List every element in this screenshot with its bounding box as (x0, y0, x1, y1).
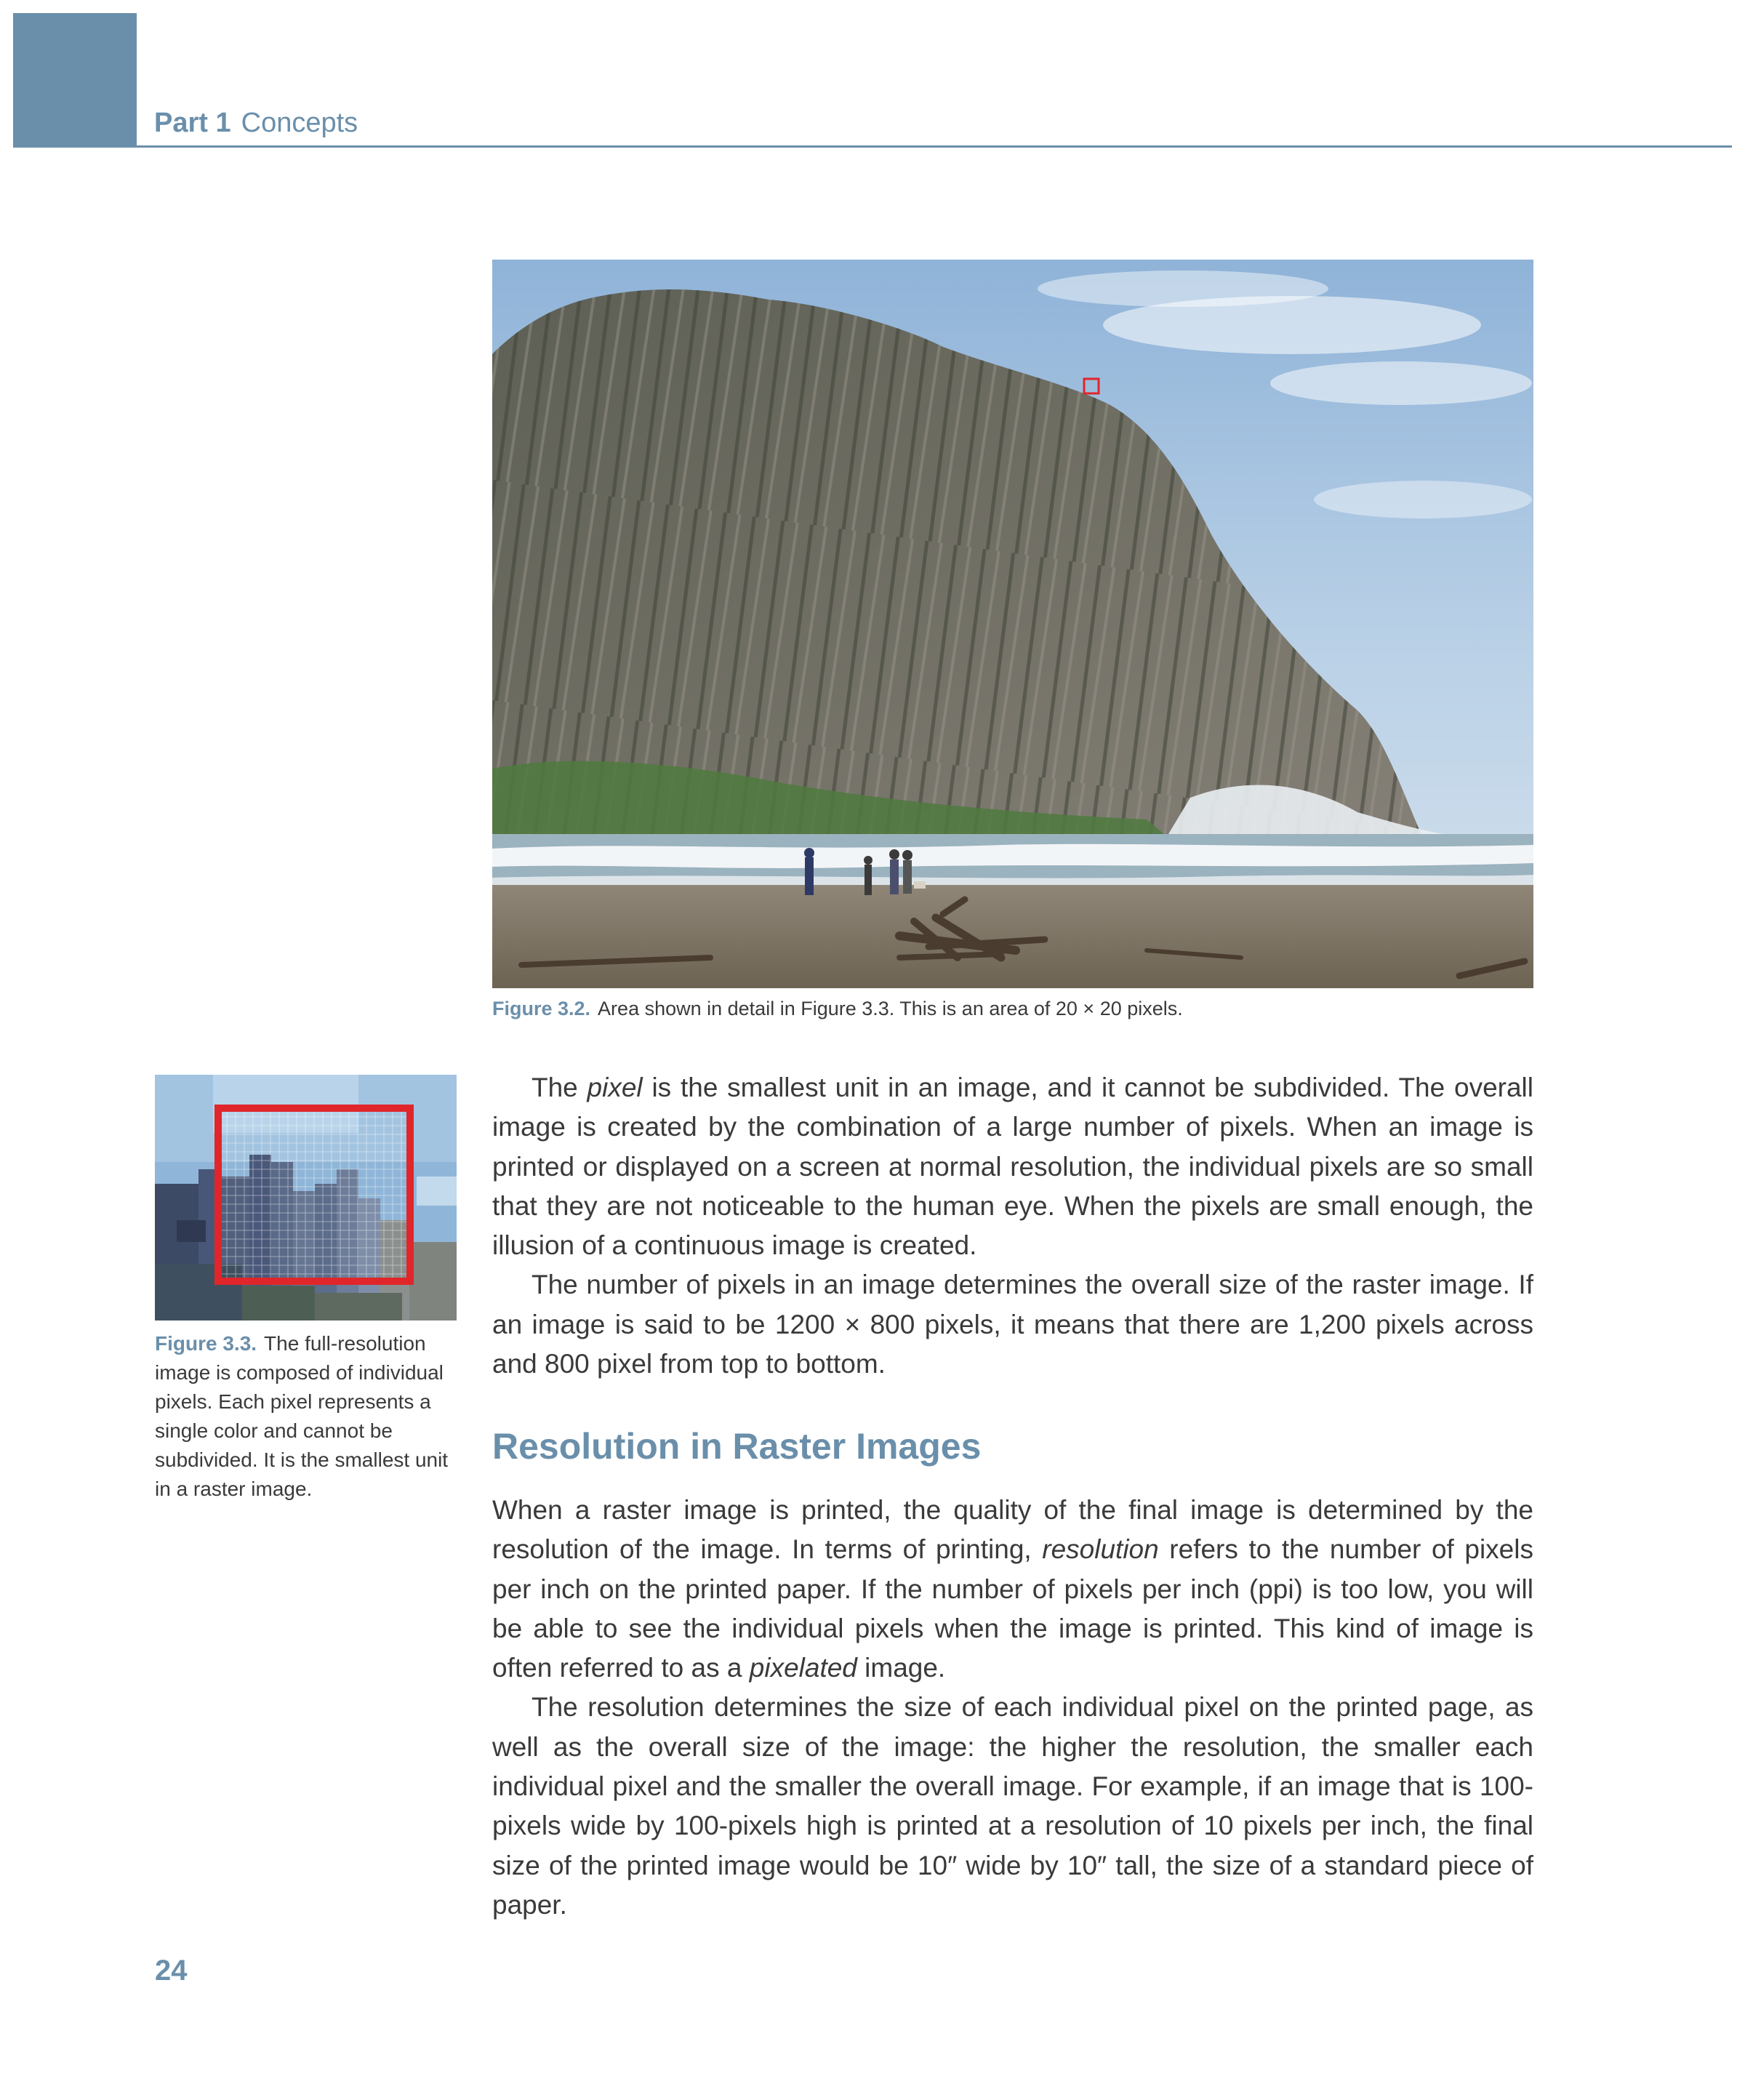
header-rule (13, 145, 1732, 148)
term-pixel: pixel (587, 1073, 643, 1102)
paragraph-pixel-definition (492, 1068, 1533, 1265)
running-head-section: Concepts (241, 108, 358, 138)
running-head (154, 109, 358, 137)
figure-3-2-caption-text: Area shown in detail in Figure 3.3. This is an area of 20 × 20 pixels. (598, 998, 1183, 1019)
running-head-part: Part 1 (154, 108, 231, 138)
figure-3-3-label: Figure 3.3. (155, 1332, 257, 1355)
figure-3-2-caption (492, 998, 1183, 1020)
figure-3-3-caption-text: The full-resolution image is composed of individual pixels. Each pixel represents a single color and cannot be subdivided. It is the smallest unit in a raster image. (155, 1332, 449, 1500)
intro-text (492, 1068, 1533, 1384)
term-resolution: resolution (1042, 1534, 1159, 1565)
p1-text-b: is the smallest unit in an image, and it cannot be subdivided. The overall image is created by the combination of a large number of pixels. When an image is printed or displayed on a screen at normal resolution, the individual pixels are so small that they are not noticeable to the human eye. When the pixels are small enough, the illusion of a continuous image is created. (492, 1073, 1533, 1261)
paragraph-resolution (492, 1491, 1533, 1688)
figure-3-3-pixel-image (155, 1075, 457, 1320)
paragraph-resolution-size: The resolution determines the size of each individual pixel on the printed page, as well as the overall size of the image: the higher the resolution, the smaller each individual pixel and the smaller the overall image. For example, if an image that is 100-pixels wide by 100-pixels high is printed at a resolution of 10 pixels per inch, the final size of the printed image would be 10″ wide by 10″ tall, the size of a standard piece of paper. (492, 1692, 1533, 1920)
s1-text-a: When a raster image is printed, the quality of the final image is determined by the resolution of the image. In terms of printing, (492, 1495, 1533, 1565)
paragraph-pixel-count: The number of pixels in an image determines the overall size of the raster image. If an image is said to be 1200 × 800 pixels, it means that there are 1,200 pixels across and 800 pixel from top to bottom. (492, 1270, 1533, 1379)
s1-text-b: refers to the number of pixels per inch on the printed paper. If the number of pixels per inch (ppi) is too low, you will be able to see the individual pixels when the image is printed. This kind of image is often referred to as a (492, 1534, 1533, 1683)
figure-3-3-caption (155, 1329, 460, 1504)
term-pixelated: pixelated (749, 1653, 857, 1683)
page-number: 24 (155, 1955, 188, 1987)
figure-3-2-photo (492, 260, 1533, 988)
section-heading: Resolution in Raster Images (492, 1426, 982, 1467)
figure-3-2-label: Figure 3.2. (492, 998, 591, 1019)
header-color-block (13, 13, 137, 148)
section-text (492, 1491, 1533, 1925)
p1-text-a: The (531, 1073, 587, 1102)
s1-text-c: image. (857, 1653, 946, 1683)
